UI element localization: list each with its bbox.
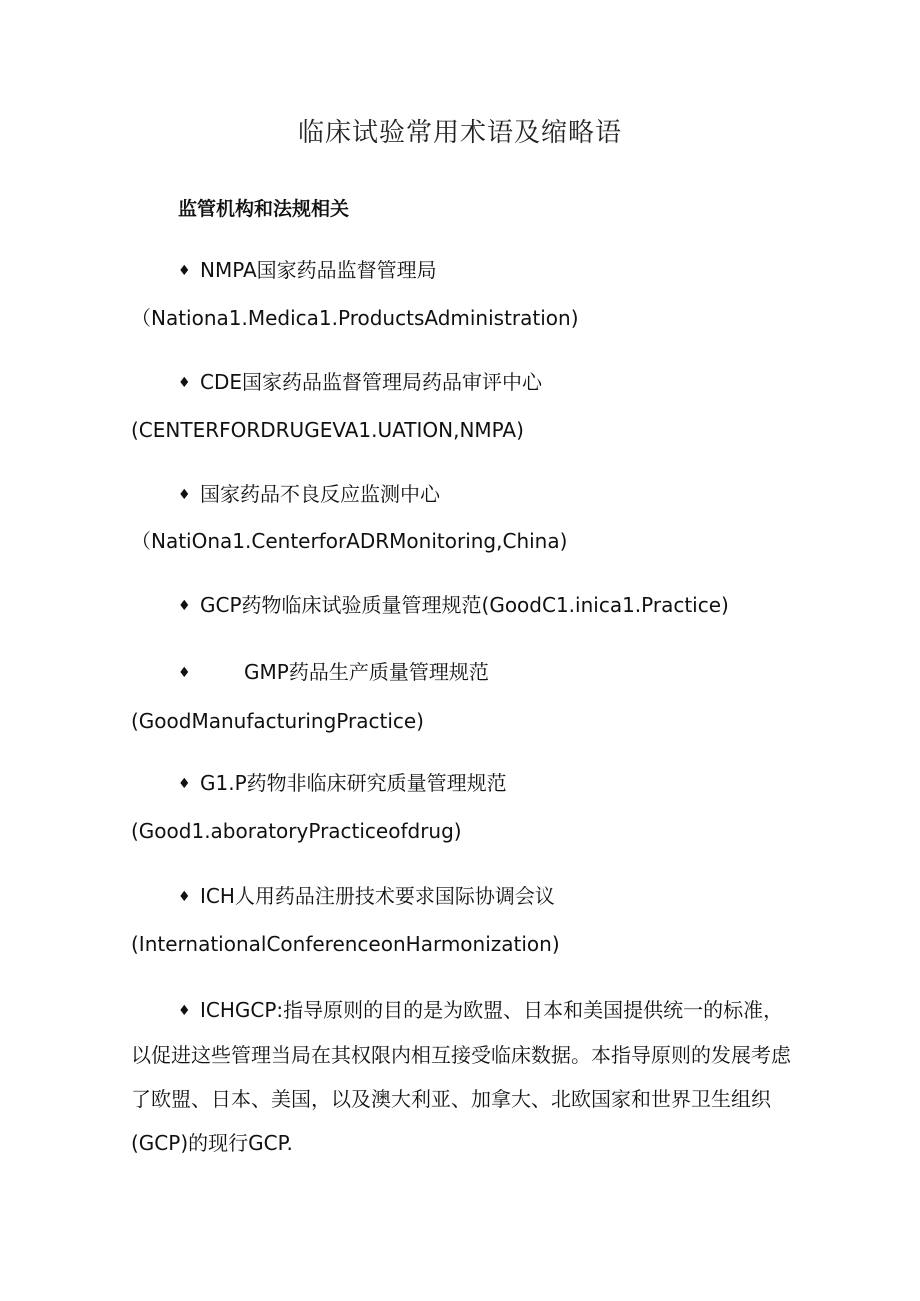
- bullet-diamond-icon: ♦: [178, 889, 191, 905]
- entry-gcp-line1: [178, 591, 729, 620]
- entry-gmp-line1: [178, 658, 489, 687]
- entry-adr-line2: （NatiOna1.CenterforADRMonitoring,China): [131, 529, 568, 553]
- entry-ich-line1: [178, 882, 555, 911]
- bullet-diamond-icon: ♦: [178, 598, 191, 614]
- bullet-diamond-icon: ♦: [178, 665, 191, 681]
- entry-term: GMP药品生产质量管理规范: [244, 660, 489, 684]
- entry-cde-line2: (CENTERFORDRUGEVA1.UATION,NMPA): [131, 418, 524, 442]
- entry-glp-line1: [178, 769, 507, 798]
- ichgcp-text: ICHGCP:指导原则的目的是为欧盟、日本和美国提供统一的标准，以促进这些管理当局在其权限内相互接受临床数据。本指导原则的发展考虑了欧盟、日本、美国，以及澳大利亚、加拿大、北欧国家和世界卫生组织(GCP)的现行GCP.: [131, 998, 791, 1155]
- entry-term: GCP药物临床试验质量管理规范(GoodC1.inica1.Practice): [200, 593, 729, 617]
- entry-term: CDE国家药品监督管理局药品审评中心: [200, 370, 543, 394]
- section-heading: 监管机构和法规相关: [178, 198, 350, 220]
- document-title: 临床试验常用术语及缩略语: [297, 118, 622, 148]
- entry-gmp-line2: (GoodManufacturingPractice): [131, 709, 424, 733]
- entry-term: ICH人用药品注册技术要求国际协调会议: [200, 884, 555, 908]
- bullet-diamond-icon: ♦: [178, 1003, 191, 1019]
- bullet-diamond-icon: ♦: [178, 487, 191, 503]
- ichgcp-paragraph: [131, 988, 793, 1165]
- bullet-diamond-icon: ♦: [178, 375, 191, 391]
- bullet-diamond-icon: ♦: [178, 263, 191, 279]
- entry-adr-line1: [178, 480, 440, 509]
- entry-nmpa-line2: （Nationa1.Medica1.ProductsAdministration): [131, 306, 579, 330]
- entry-term: G1.P药物非临床研究质量管理规范: [200, 771, 507, 795]
- entry-term: NMPA国家药品监督管理局: [200, 258, 437, 282]
- entry-nmpa-line1: [178, 256, 437, 285]
- entry-glp-line2: (Good1.aboratoryPracticeofdrug): [131, 819, 462, 843]
- entry-cde-line1: [178, 368, 542, 397]
- entry-ich-line2: (InternationalConferenceonHarmonization): [131, 932, 560, 956]
- entry-term: 国家药品不良反应监测中心: [200, 482, 440, 506]
- bullet-diamond-icon: ♦: [178, 776, 191, 792]
